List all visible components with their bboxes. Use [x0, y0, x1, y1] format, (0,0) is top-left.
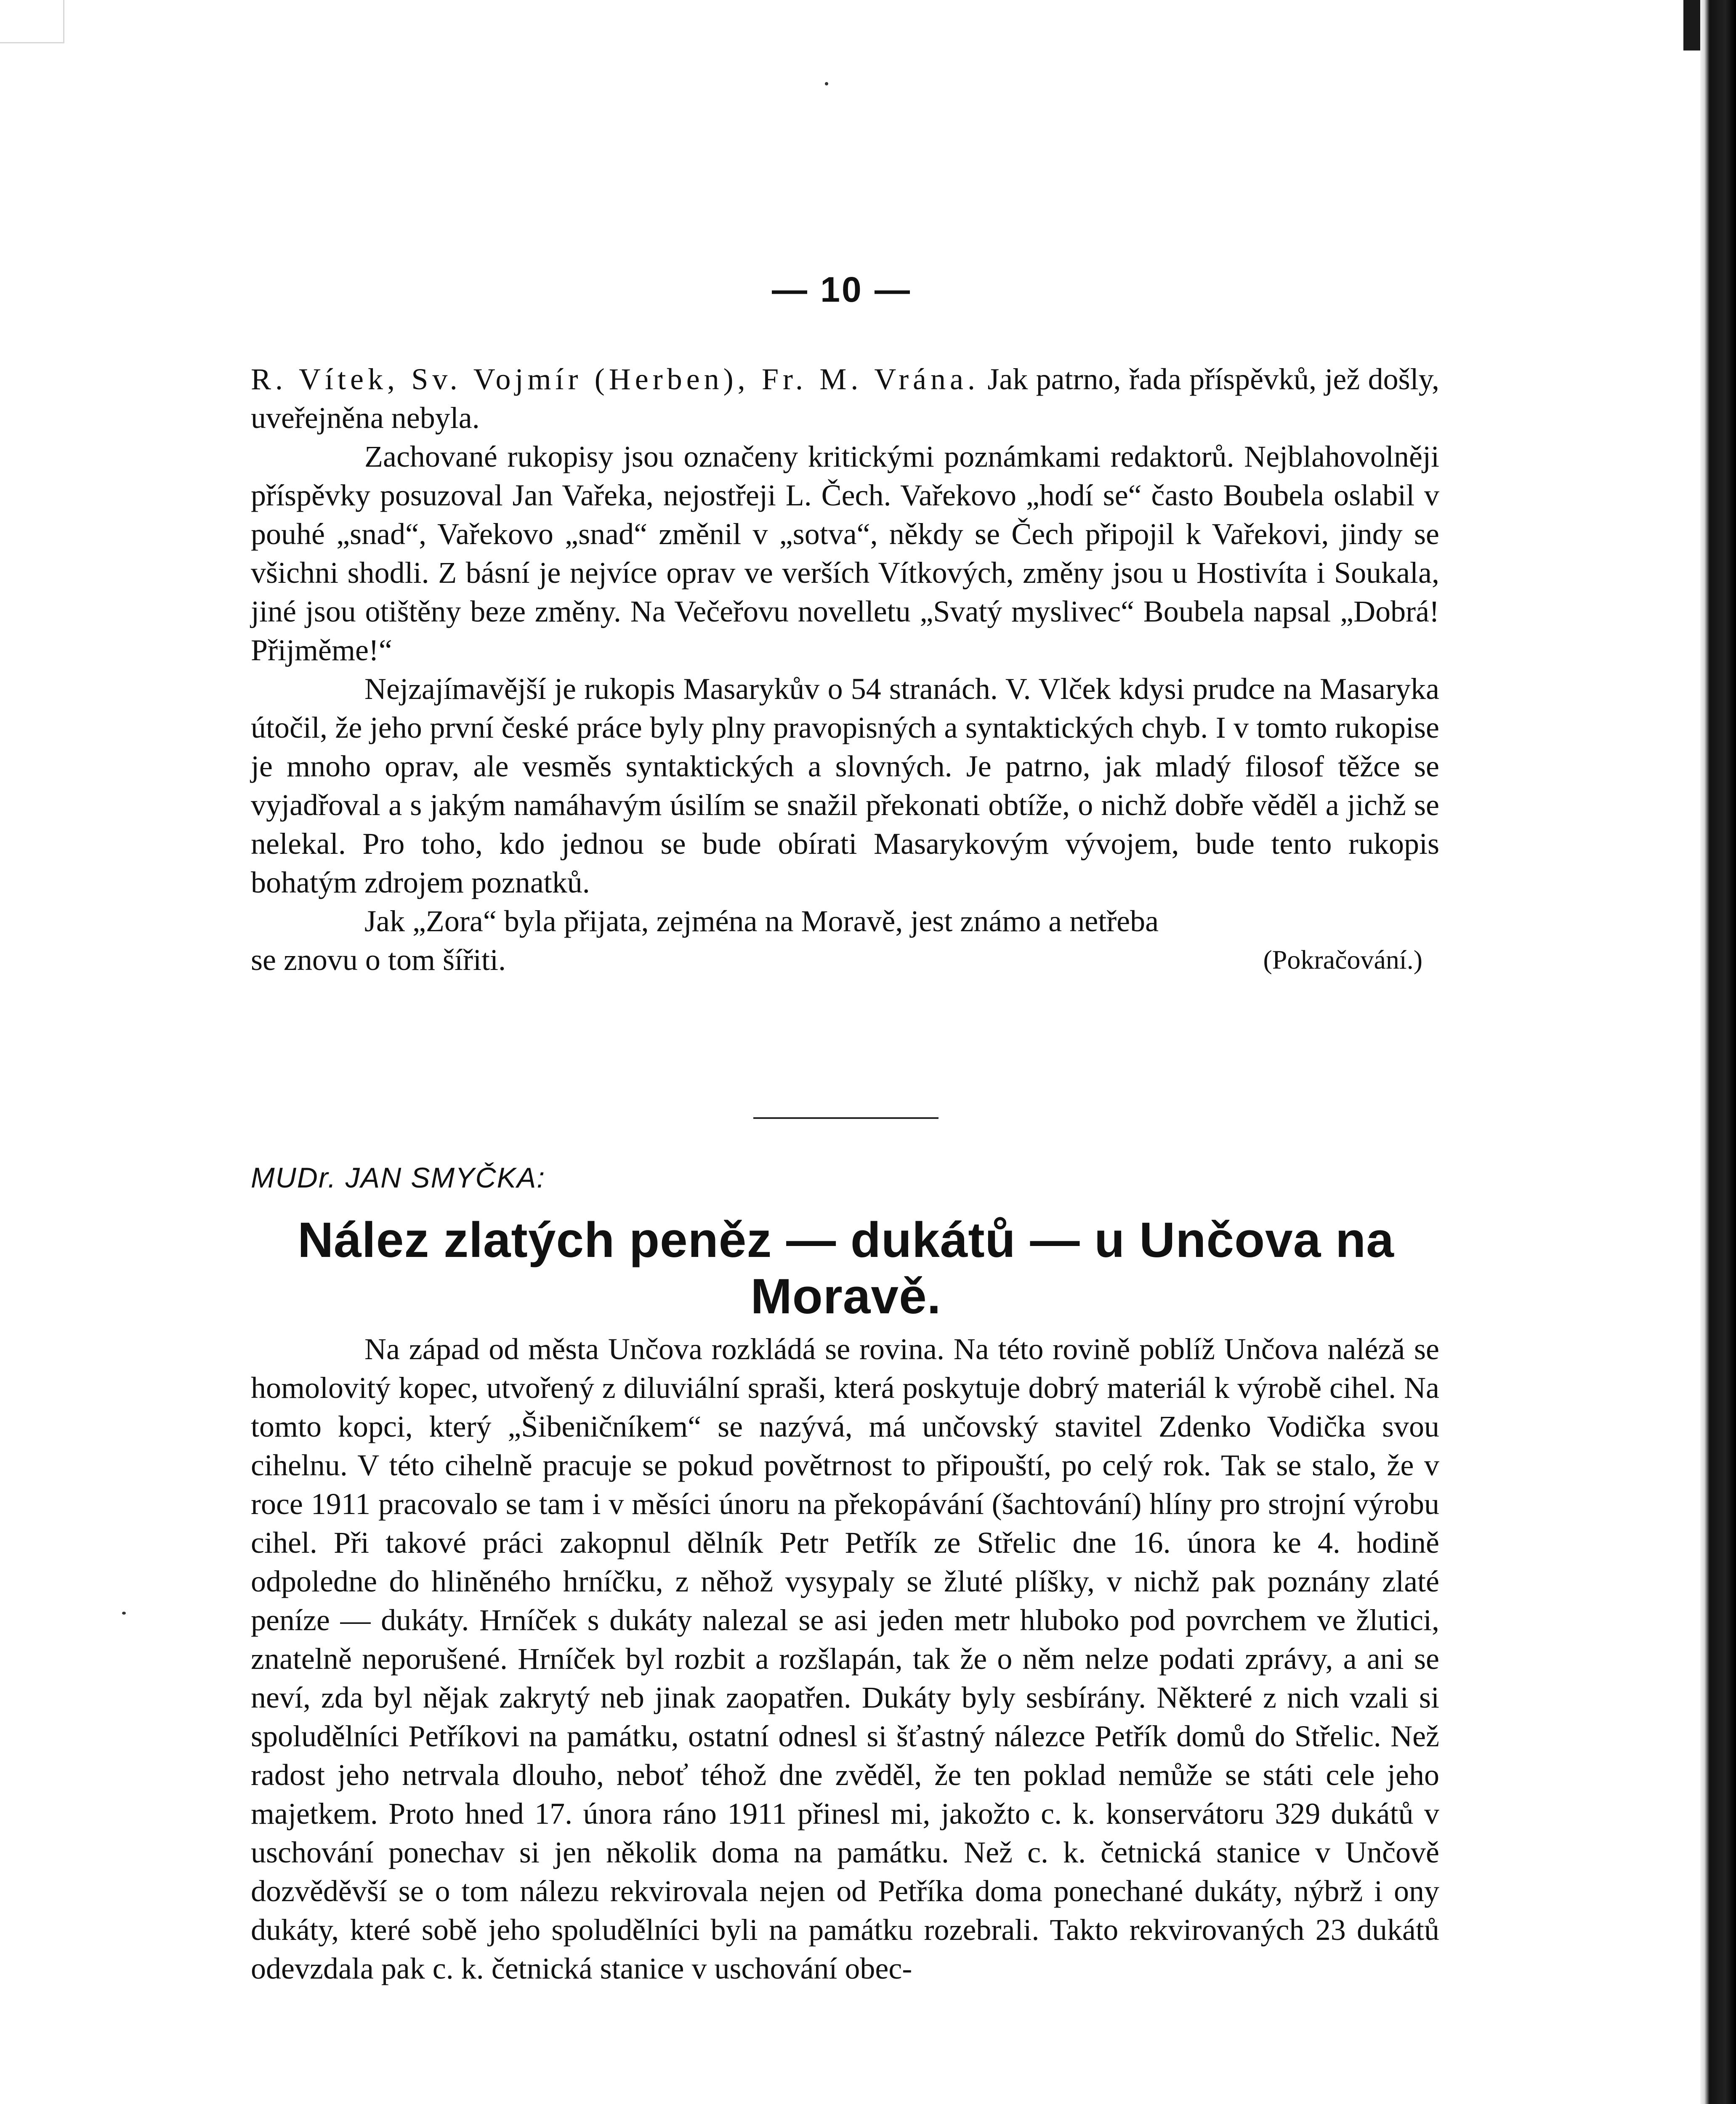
intro-remainder: Jak patrno, řada příspěvků, jež došly, uveřejněna nebyla. [251, 362, 1440, 435]
article-title-line2: Moravě. [750, 1269, 941, 1324]
continued-note: (Pokračování.) [1263, 945, 1422, 975]
paragraph-zora-line2: se znovu o tom šířiti. [251, 943, 506, 977]
scan-speck [825, 82, 828, 85]
scan-page-edge-top [1683, 0, 1700, 50]
paragraph-masaryk: Nejzajímavější je rukopis Masarykův o 54 stranách. V. Vlček kdysi prudce na Masaryka útočil, že jeho první české práce byly plny pravopisných a syntaktických chyb. I v tomto rukopise je mnoho oprav, ale vesměs syntaktických a slovných. Je patrno, jak mladý filosof těžce se vyjadřoval a s jakým namáhavým úsilím se snažil překonati obtíže, o nichž dobře věděl a jichž se nelekal. Pro toho, kdo jednou se bude obírati Masarykovým vývojem, bude tento rukopis bohatým zdrojem poznatků. [251, 672, 1439, 899]
article-body: Na západ od města Unčova rozkládá se rovina. Na této rovině poblíž Unčova naléză se homolovitý kopec, utvořený z diluviální spraši, která poskytuje dobrý materiál k výrobě cihel. Na tomto kopci, který „Šibeničníkem“ se nazývá, má unčovský stavitel Zdenko Vodička svou cihelnu. V této cihelně pracuje se pokud povětrnost to připouští, po celý rok. Tak se stalo, že v roce 1911 pracovalo se tam i v měsíci únoru na překopávání (šachtování) hlíny pro strojní výrobu cihel. Při takové práci zakopnul dělník Petr Petřík ze Střelic dne 16. února ke 4. hodině odpoledne do hliněného hrníčku, z něhož vysypaly se žluté plíšky, v nichž pak poznány zlaté peníze — dukáty. Hrníček s dukáty nalezal se asi jeden metr hluboko pod povrchem ve žlutici, znatelně neporušené. Hrníček byl rozbit a rozšlapán, tak že o něm nelze podati zprávy, a ani se neví, zda byl nějak zakrytý neb jinak zaopatřen. Dukáty byly sesbírány. Některé z nich vzali si spoludělníci Petříkovi na památku, ostatní odnesl si šťastný nálezce Petřík domů do Střelic. Než radost jeho netrvala dlouho, neboť téhož dne zvěděl, že ten poklad nemůže se státi cele jeho majetkem. Proto hned 17. února ráno 1911 přinesl mi, jakožto c. k. konservátoru 329 dukátů v uschování ponechav si jen několik doma na památku. Než c. k. četnická stanice v Unčově dozvěděvší se o tom nálezu rekvirovala nejen od Petříka doma ponechané dukáty, nýbrž i ony dukáty, které sobě jeho spoludělníci byli na památku rozebrali. Takto rekvirovaných 23 dukátů odevzdala pak c. k. četnická stanice v uschování obec- [251, 1332, 1439, 1985]
article-author: MUDr. JAN SMYČKA: [251, 1162, 546, 1194]
contributor-names: R. Vítek, Sv. Vojmír (Herben), Fr. M. Vrána. [251, 362, 979, 396]
paragraph-manuscripts: Zachované rukopisy jsou označeny kritickými poznámkami redaktorů. Nejblahovolněji příspěvky posuzoval Jan Vařeka, nejostřeji L. Čech. Vařekovo „hodí se“ často Boubela oslabil v pouhé „snad“, Vařekovo „snad“ změnil v „sotva“, někdy se Čech připojil k Vařekovi, jindy se všichni shodli. Z básní je nejvíce oprav ve verších Vítkových, změny jsou u Hostivíta i Soukala, jiné jsou otištěny beze změny. Na Večeřovu novelletu „Svatý myslivec“ Boubela napsal „Dobrá! Přijměme!“ [251, 440, 1439, 667]
article-title [236, 1212, 1456, 1325]
page-number: — 10 — [771, 270, 912, 309]
previous-article-column [251, 360, 1439, 979]
section-divider [753, 1117, 938, 1119]
scan-corner-mark [0, 0, 64, 43]
previous-article-intro [251, 360, 1439, 437]
paragraph-zora-line1: Jak „Zora“ byla přijata, zejména na Moravě, jest známo a netřeba [364, 904, 1159, 938]
scan-speck [122, 1612, 126, 1615]
article-body-column [251, 1330, 1439, 1988]
article-title-line1: Nález zlatých peněz — dukátů — u Unčova na [298, 1212, 1394, 1268]
paragraph-zora-last-line [251, 940, 1439, 979]
scan-page-edge [1700, 0, 1736, 2104]
